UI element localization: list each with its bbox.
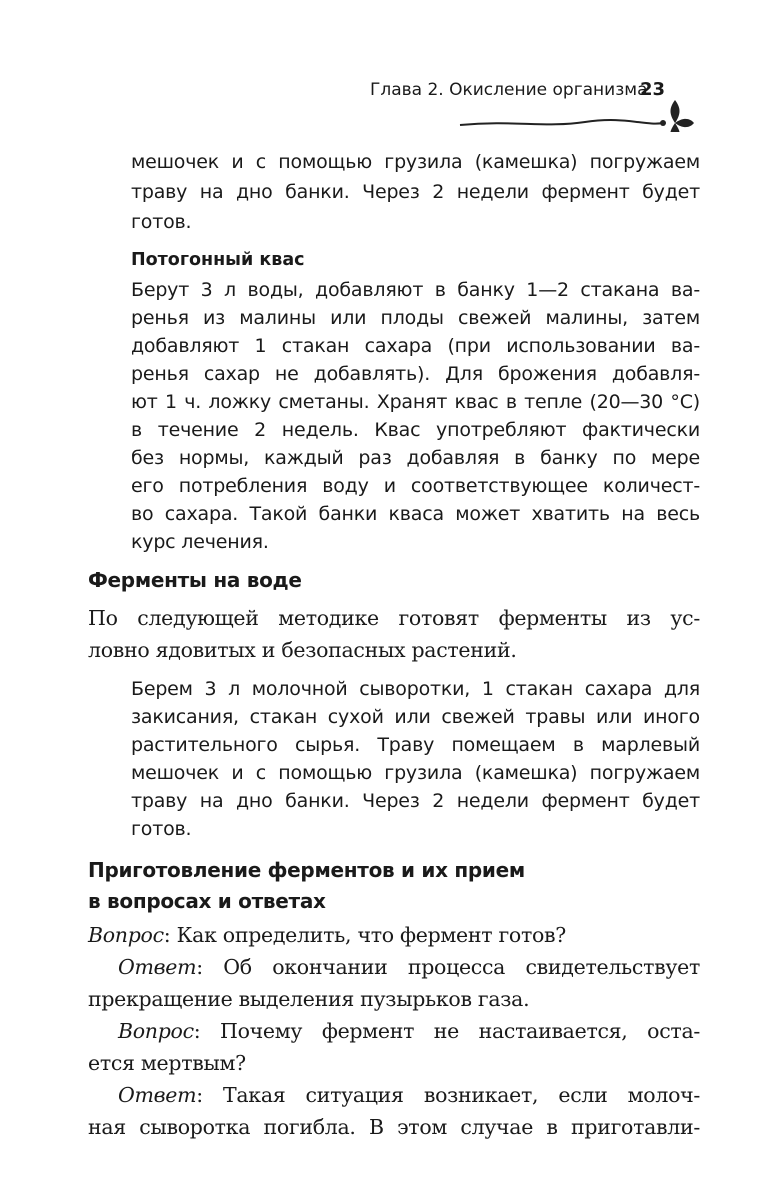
question-text: : Как определить, что фермент готов? xyxy=(163,923,566,947)
answer-label: Ответ xyxy=(118,1083,197,1107)
answer-text: : Об окончании процесса свидетельствует xyxy=(196,955,700,979)
text-line: готов. xyxy=(131,818,192,840)
text-line: готов. xyxy=(131,211,192,233)
text-line: По следующей методике готовят ферменты из ус- xyxy=(88,606,700,630)
text-line: Берут 3 л воды, добавляют в банку 1—2 стакана ва- xyxy=(131,279,700,301)
text-line: ют 1 ч. ложку сметаны. Хранят квас в тепле (20—30 °C) xyxy=(131,391,700,413)
question-label: Вопрос xyxy=(118,1019,194,1043)
ornament-flourish-icon xyxy=(455,92,695,132)
answer-line xyxy=(118,1081,700,1109)
text-line: растительного сырья. Траву помещаем в марлевый xyxy=(131,734,700,756)
text-line: ная сыворотка погибла. В этом случае в приготавли- xyxy=(88,1115,700,1139)
text-line: ловно ядовитых и безопасных растений. xyxy=(88,638,517,662)
question-text: : Почему фермент не настаивается, оста- xyxy=(193,1019,700,1043)
section-heading: Приготовление ферментов и их прием xyxy=(88,858,525,882)
text-line: ется мертвым? xyxy=(88,1051,246,1075)
text-line: траву на дно банки. Через 2 недели фермент будет xyxy=(131,181,700,203)
text-line: его потребления воду и соответствующее количест- xyxy=(131,475,700,497)
question-line xyxy=(118,1017,700,1045)
section-heading: в вопросах и ответах xyxy=(88,889,326,913)
text-line: курс лечения. xyxy=(131,531,269,553)
text-line: Берем 3 л молочной сыворотки, 1 стакан сахара для xyxy=(131,678,700,700)
answer-line xyxy=(118,953,700,981)
running-header: Глава 2. Окисление организма xyxy=(370,80,648,100)
text-line: закисания, стакан сухой или свежей травы или иного xyxy=(131,706,700,728)
text-line: без нормы, каждый раз добавляя в банку по мере xyxy=(131,447,700,469)
text-line: мешочек и с помощью грузила (камешка) погружаем xyxy=(131,762,700,784)
section-heading: Ферменты на воде xyxy=(88,568,302,592)
text-line: ренья сахар не добавлять). Для брожения добавля- xyxy=(131,363,700,385)
page-number: 23 xyxy=(640,79,666,100)
text-line: во сахара. Такой банки кваса может хватить на весь xyxy=(131,503,700,525)
text-line: в течение 2 недель. Квас употребляют фактически xyxy=(131,419,700,441)
text-line: ренья из малины или плоды свежей малины, затем xyxy=(131,307,700,329)
question-line xyxy=(88,921,700,949)
answer-label: Ответ xyxy=(118,955,197,979)
text-line: прекращение выделения пузырьков газа. xyxy=(88,987,530,1011)
text-line: мешочек и с помощью грузила (камешка) погружаем xyxy=(131,151,700,173)
question-label: Вопрос xyxy=(88,923,164,947)
recipe-title: Потогонный квас xyxy=(131,250,305,270)
text-line: траву на дно банки. Через 2 недели фермент будет xyxy=(131,790,700,812)
text-line: добавляют 1 стакан сахара (при использовании ва- xyxy=(131,335,700,357)
answer-text: : Такая ситуация возникает, если молоч- xyxy=(196,1083,700,1107)
